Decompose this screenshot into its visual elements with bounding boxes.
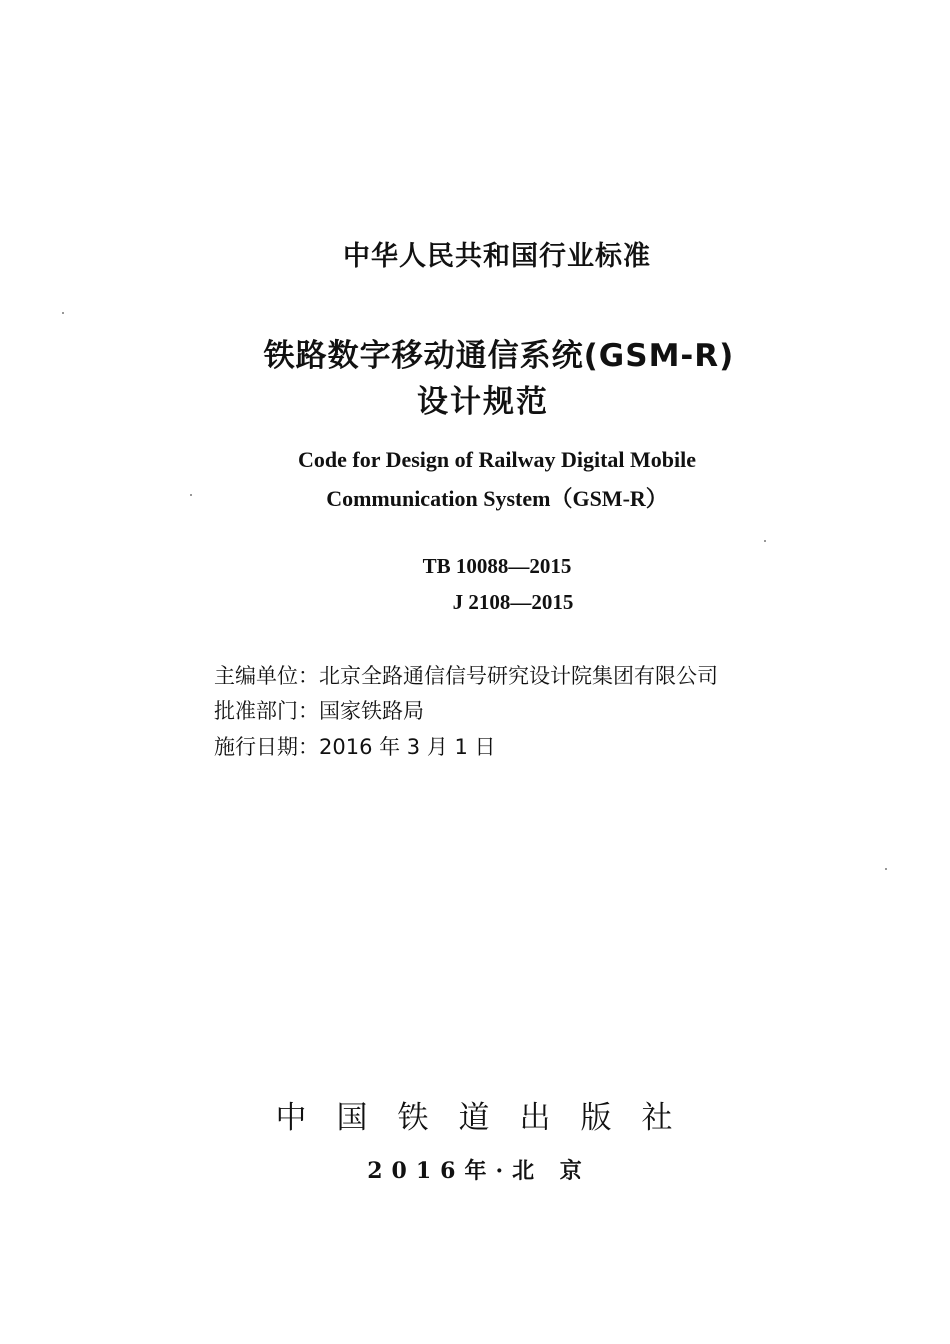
effective-date-value: 2016 年 3 月 1 日: [319, 735, 496, 759]
effective-date-label: 施行日期：: [214, 735, 319, 759]
chief-editor-label: 主编单位：: [214, 664, 319, 688]
chief-editor-row: [214, 660, 718, 690]
title-english-line-2: Communication System（GSM-R）: [326, 486, 668, 511]
publisher-name: 中国铁道出版社: [275, 1100, 703, 1136]
standard-number-j: J 2108—2015: [452, 590, 574, 614]
scan-speck: [885, 868, 887, 870]
approval-dept-value: 国家铁路局: [319, 699, 424, 723]
scan-speck: [190, 494, 192, 496]
effective-date-row: [214, 731, 496, 761]
chief-editor-value: 北京全路通信信号研究设计院集团有限公司: [319, 664, 718, 688]
scan-speck: [764, 540, 766, 542]
approval-dept-label: 批准部门：: [214, 699, 319, 723]
title-chinese-line-1: 铁路数字移动通信系统(GSM-R): [263, 338, 735, 374]
approval-dept-row: [214, 695, 424, 725]
publish-date-place: 2016年·北 京: [367, 1158, 591, 1184]
standard-type-heading: 中华人民共和国行业标准: [343, 241, 651, 272]
standard-number-tb: TB 10088—2015: [422, 554, 572, 578]
title-chinese-line-2: 设计规范: [417, 384, 549, 420]
title-english-line-1: Code for Design of Railway Digital Mobile: [297, 447, 696, 472]
scan-speck: [62, 312, 64, 314]
